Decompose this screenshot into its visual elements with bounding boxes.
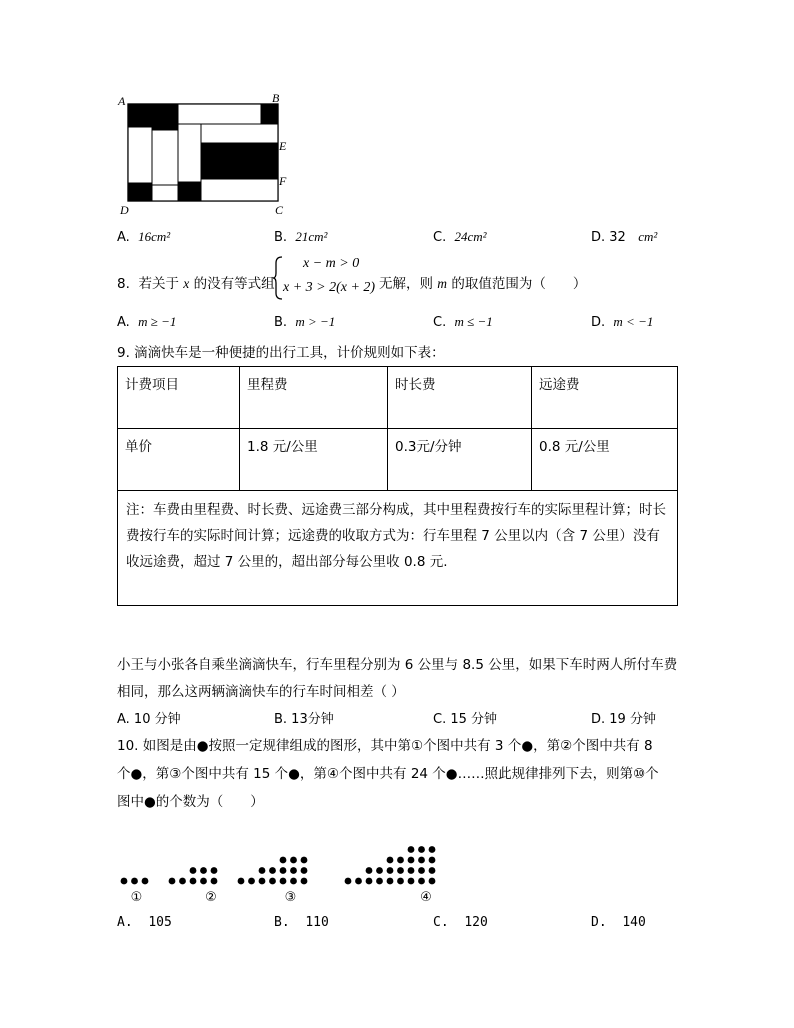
dot <box>301 857 308 864</box>
q8-option-b[interactable]: B. m > −1 <box>274 314 336 330</box>
table-header-cell: 时长费 <box>388 367 532 429</box>
q10-option-c[interactable]: C. 120 <box>433 915 488 930</box>
point-label-e: E <box>279 139 287 153</box>
dot <box>280 867 287 874</box>
table-cell: 0.3元/分钟 <box>388 429 532 491</box>
table-note: 注：车费由里程费、时长费、远途费三部分构成，其中里程费按行车的实际里程计算；时长费按行车的实际时间计算；远途费的收取方式为：行车里程 7 公里以内（含 7 公里）没有收远途费，超过 7 公里的，超出部分每公里收 0.8 元. <box>126 502 666 570</box>
q9-option-d[interactable]: D. 19 分钟 <box>591 712 656 727</box>
q9-option-c[interactable]: C. 15 分钟 <box>433 712 498 727</box>
table-header-cell: 计费项目 <box>118 367 240 429</box>
dot <box>408 878 415 885</box>
point-label-c: C <box>275 203 284 217</box>
table-header-cell: 里程费 <box>240 367 388 429</box>
figure-label: ② <box>205 890 217 905</box>
dot <box>387 878 394 885</box>
dot <box>418 846 425 853</box>
dot <box>387 857 394 864</box>
dot <box>190 867 197 874</box>
rectangle-tiling-figure <box>112 88 297 218</box>
dot <box>280 878 287 885</box>
dot <box>418 878 425 885</box>
fare-table <box>117 366 678 606</box>
dot <box>429 867 436 874</box>
dot <box>301 878 308 885</box>
dot <box>408 857 415 864</box>
table-cell: 0.8 元/公里 <box>532 429 677 491</box>
dot <box>259 867 266 874</box>
dot <box>290 857 297 864</box>
q8-option-d[interactable]: D. m < −1 <box>591 314 654 330</box>
q10-stem-line-3: 图中●的个数为（ ） <box>117 794 264 810</box>
q10-stem-line-2: 个●，第③个图中共有 15 个●，第④个图中共有 24 个●……照此规律排列下去，则第⑩个 <box>117 766 659 782</box>
q8-stem-end: 无解，则 m 的取值范围为（ ） <box>379 276 587 292</box>
dot <box>290 878 297 885</box>
q8-stem-start: 8. 若关于 x 的没有等式组 <box>117 276 275 292</box>
dot <box>418 857 425 864</box>
table-header-cell: 远途费 <box>532 367 677 429</box>
point-label-a: A <box>118 94 126 108</box>
q7-option-d[interactable]: D. 32 cm² <box>591 229 658 245</box>
table-cell: 1.8 元/公里 <box>240 429 388 491</box>
q7-option-a[interactable]: A. 16cm² <box>117 229 171 245</box>
point-label-b: B <box>272 91 280 105</box>
table-cell: 单价 <box>118 429 240 491</box>
dot <box>376 867 383 874</box>
dot <box>376 878 383 885</box>
q9-option-a[interactable]: A. 10 分钟 <box>117 712 181 727</box>
dot <box>408 867 415 874</box>
figure-label: ① <box>130 890 143 905</box>
dot <box>290 867 297 874</box>
dot <box>179 878 186 885</box>
q10-option-d[interactable]: D. 140 <box>591 915 646 930</box>
dot <box>200 867 207 874</box>
q7-option-c[interactable]: C. 24cm² <box>433 229 487 245</box>
dot <box>142 878 149 885</box>
dot <box>366 867 373 874</box>
dot <box>280 857 287 864</box>
dot-pattern-figure <box>110 815 460 907</box>
dot <box>397 867 404 874</box>
dot <box>259 878 266 885</box>
dot <box>269 867 276 874</box>
q8-inequality-2: x + 3 > 2(x + 2) <box>283 280 376 295</box>
dot <box>121 878 128 885</box>
q9-paragraph-line-2: 相同，那么这两辆滴滴快车的行车时间相差（ ） <box>117 684 405 700</box>
point-label-d: D <box>120 203 129 217</box>
q7-option-b[interactable]: B. 21cm² <box>274 229 328 245</box>
q9-stem: 9. 滴滴快车是一种便捷的出行工具，计价规则如下表： <box>117 345 445 361</box>
q8-option-a[interactable]: A. m ≥ −1 <box>117 314 177 330</box>
dot <box>355 878 362 885</box>
q9-option-b[interactable]: B. 13分钟 <box>274 712 334 727</box>
point-label-f: F <box>279 174 287 188</box>
figure-label: ③ <box>284 890 297 905</box>
dot <box>211 878 218 885</box>
dot <box>248 878 255 885</box>
dot <box>366 878 373 885</box>
dot <box>387 867 394 874</box>
dot <box>131 878 138 885</box>
dot <box>190 878 197 885</box>
dot <box>397 857 404 864</box>
q10-option-a[interactable]: A. 105 <box>117 915 172 930</box>
dot <box>169 878 176 885</box>
dot <box>211 867 218 874</box>
dot <box>408 846 415 853</box>
dot <box>418 867 425 874</box>
dot <box>238 878 245 885</box>
q8-option-c[interactable]: C. m ≤ −1 <box>433 314 493 330</box>
dot <box>397 878 404 885</box>
dot <box>429 878 436 885</box>
dot <box>429 846 436 853</box>
dot <box>269 878 276 885</box>
dot <box>345 878 352 885</box>
figure-label: ④ <box>420 890 432 905</box>
dot <box>429 857 436 864</box>
q10-option-b[interactable]: B. 110 <box>274 915 329 930</box>
q8-inequality-1: x − m > 0 <box>303 256 360 271</box>
q9-paragraph-line-1: 小王与小张各自乘坐滴滴快车，行车里程分别为 6 公里与 8.5 公里，如果下车时两人所付车费 <box>117 657 678 673</box>
q10-stem-line-1: 10. 如图是由●按照一定规律组成的图形，其中第①个图中共有 3 个●，第②个图中共有 8 <box>117 738 653 754</box>
dot <box>200 878 207 885</box>
dot <box>301 867 308 874</box>
